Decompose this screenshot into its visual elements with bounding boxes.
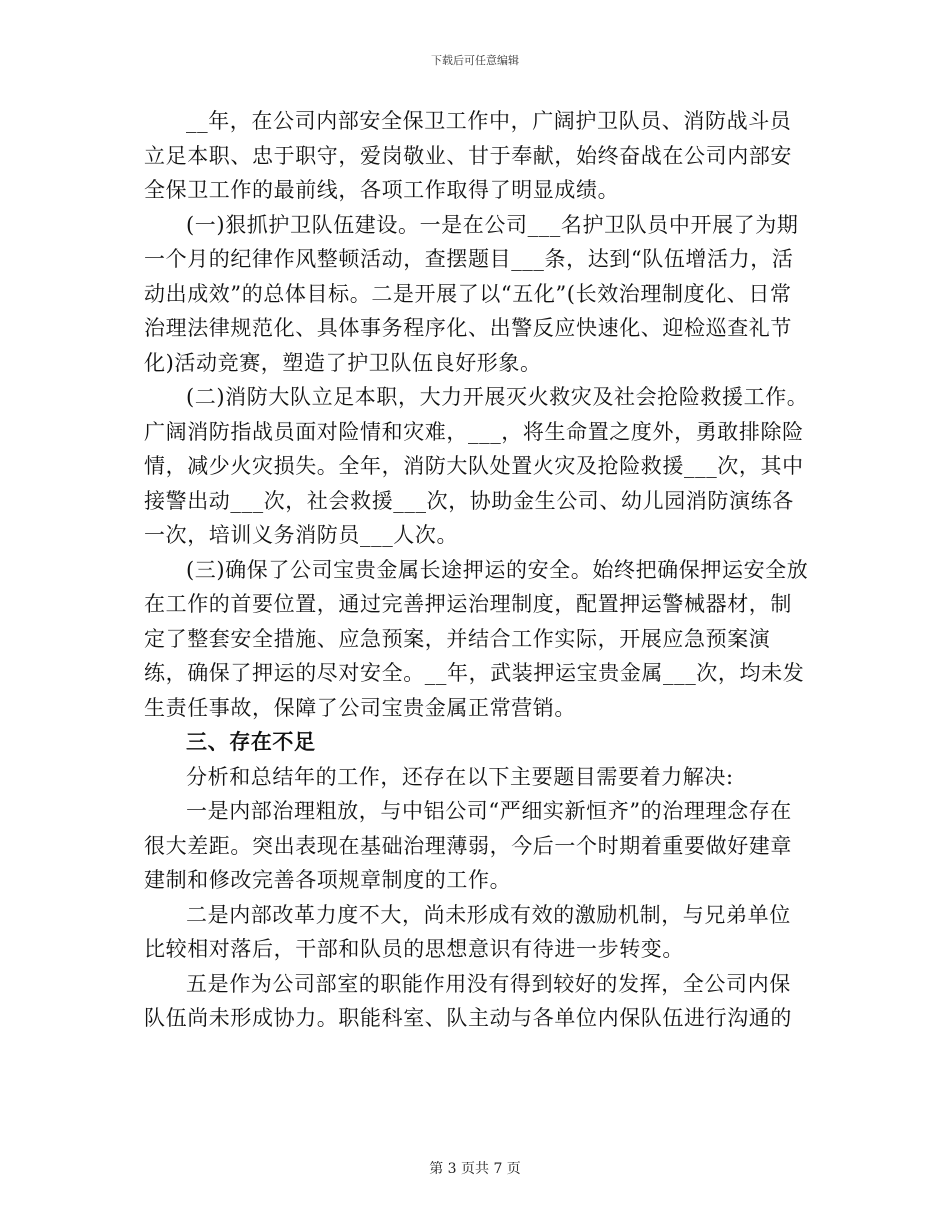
section-heading: 三、存在不足 — [186, 729, 316, 754]
page-footer: 第 3 页共 7 页 — [429, 1161, 521, 1177]
document-body — [144, 104, 812, 1036]
paragraph-section-3: (三)确保了公司宝贵金属长途押运的安全。始终把确保押运安全放在工作的首要位置，通过完善押运治理制度，配置押运警械器材，制定了整套安全措施、应急预案，并结合工作实际，开展应急预案演练，确保了押运的尽对安全。__年，武装押运宝贵金属___次，均未发生责任事故，保障了公司宝贵金属正常营销。 — [144, 557, 809, 720]
paragraph-issue-2: 二是内部改革力度不大，尚未形成有效的激励机制，与兄弟单位比较相对落后，干部和队员的思想意识有待进一步转变。 — [144, 902, 791, 961]
paragraph-section-1: (一)狠抓护卫队伍建设。一是在公司___名护卫队员中开展了为期一个月的纪律作风整顿活动，查摆题目___条，达到“队伍增活力，活动出成效”的总体目标。二是开展了以“五化”(长效治理制度化、日常治理法律规范化、具体事务程序化、出警反应快速化、迎检巡查礼节化)活动竞赛，塑造了护卫队伍良好形象。 — [144, 212, 799, 375]
page-header: 下载后可任意编辑 — [431, 54, 519, 67]
paragraph-issue-5: 五是作为公司部室的职能作用没有得到较好的发挥，全公司内保队伍尚未形成协力。职能科室、队主动与各单位内保队伍进行沟通的 — [144, 971, 792, 1030]
paragraph-section-2: (二)消防大队立足本职，大力开展灭火救灾及社会抢险救援工作。广阔消防指战员面对险情和灾难，___，将生命置之度外，勇敢排除险情，减少火灾损失。全年，消防大队处置火灾及抢险救援___次，其中接警出动___次，社会救援___次，协助金生公司、幼儿园消防演练各一次，培训义务消防员___人次。 — [144, 385, 809, 547]
paragraph-issue-1: 一是内部治理粗放，与中铝公司“严细实新恒齐”的治理理念存在很大差距。突出表现在基础治理薄弱，今后一个时期着重要做好建章建制和修改完善各项规章制度的工作。 — [144, 799, 792, 892]
paragraph-intro: __年，在公司内部安全保卫工作中，广阔护卫队员、消防战斗员立足本职、忠于职守，爱岗敬业、甘于奉献，始终奋战在公司内部安全保卫工作的最前线，各项工作取得了明显成绩。 — [144, 109, 792, 202]
paragraph-analysis: 分析和总结年的工作，还存在以下主要题目需要着力解决: — [186, 764, 734, 789]
